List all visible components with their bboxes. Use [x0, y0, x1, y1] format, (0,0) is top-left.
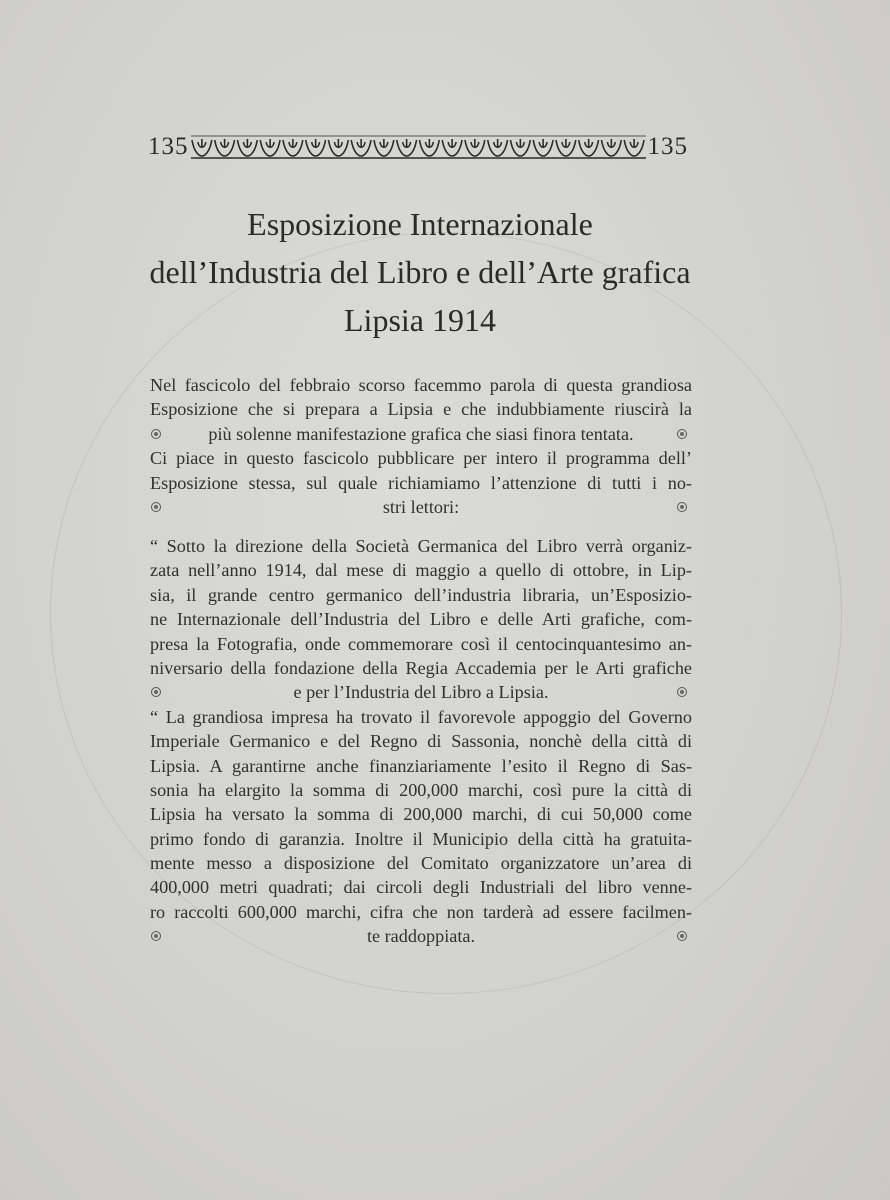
program-line: “ Sotto la direzione della Società Germanica del Libro verrà organiz- — [150, 536, 692, 556]
leaf-ornament-mark — [464, 139, 484, 156]
leaf-ornament-band-icon — [191, 134, 646, 160]
rosette-flourish-icon — [676, 501, 688, 513]
leaf-ornament-mark — [601, 139, 621, 156]
leaf-ornament-mark — [555, 139, 575, 156]
page-header — [148, 133, 688, 161]
program-line-centered — [150, 680, 692, 704]
rosette-flourish-icon — [676, 686, 688, 698]
intro-line-text: più solenne manifestazione grafica che siasi finora tentata. — [208, 423, 634, 444]
leaf-ornament-mark — [237, 139, 257, 156]
leaf-ornament-mark — [419, 139, 439, 156]
leaf-ornament-mark — [533, 139, 553, 156]
leaf-ornament-mark — [396, 139, 416, 156]
title-line-3: Lipsia 1914 — [344, 302, 496, 338]
intro-line-centered — [150, 422, 692, 446]
rosette-flourish-icon — [150, 686, 162, 698]
leaf-ornament-mark — [487, 139, 507, 156]
program-paragraph — [150, 534, 692, 949]
leaf-ornament-mark — [328, 139, 348, 156]
intro-line: Esposizione che si prepara a Lipsia e che indubbiamente riuscirà la — [150, 399, 692, 420]
page-number-left: 135 — [148, 133, 189, 160]
leaf-ornament-mark — [191, 139, 211, 156]
program-line-text: e per l’Industria del Libro a Lipsia. — [293, 682, 549, 703]
program-line: Lipsia. A garantirne anche finanziariamente l’esito il Regno di Sas- — [150, 755, 692, 776]
leaf-ornament-mark — [442, 139, 462, 156]
rosette-flourish-icon — [676, 930, 688, 942]
rosette-flourish-icon — [150, 501, 162, 513]
intro-paragraph — [150, 373, 692, 519]
leaf-ornament-mark — [351, 139, 371, 156]
leaf-ornament-mark — [373, 139, 393, 156]
intro-line-centered — [150, 495, 692, 519]
leaf-ornament-mark — [624, 139, 644, 156]
program-line: 400,000 metri quadrati; dai circoli degli Industriali del libro venne- — [150, 877, 692, 898]
program-line: sonia ha elargito la somma di 200,000 marchi, così pure la città di — [150, 779, 692, 800]
leaf-ornament-mark — [260, 139, 280, 156]
program-line: primo fondo di garanzia. Inoltre il Municipio della città ha gratuita- — [150, 828, 692, 849]
title-line-1: Esposizione Internazionale — [247, 206, 593, 242]
leaf-ornament-mark — [510, 139, 530, 156]
article-title — [0, 200, 840, 344]
program-line-centered — [150, 924, 692, 948]
intro-line: Esposizione stessa, sul quale richiamiamo l’attenzione di tutti i no- — [150, 472, 692, 493]
rosette-flourish-icon — [150, 930, 162, 942]
leaf-ornament-mark — [282, 139, 302, 156]
intro-line-text: stri lettori: — [382, 496, 460, 517]
rosette-flourish-icon — [676, 428, 688, 440]
title-line-2: dell’Industria del Libro e dell’Arte grafica — [149, 254, 691, 290]
intro-line: Nel fascicolo del febbraio scorso facemmo parola di questa grandiosa — [150, 375, 692, 395]
program-line: “ La grandiosa impresa ha trovato il favorevole appoggio del Governo — [150, 706, 692, 727]
rosette-flourish-icon — [150, 428, 162, 440]
program-line: mente messo a disposizione del Comitato organizzatore un’area di — [150, 853, 692, 874]
program-line: ro raccolti 600,000 marchi, cifra che non tarderà ad essere facilmen- — [150, 901, 692, 922]
program-line: presa la Fotografia, onde commemorare così il centocinquantesimo an- — [150, 633, 692, 654]
program-line: Imperiale Germanico e del Regno di Sassonia, nonchè della città di — [150, 731, 692, 752]
leaf-ornament-mark — [305, 139, 325, 156]
leaf-ornament-mark — [578, 139, 598, 156]
program-line: ne Internazionale dell’Industria del Libro e delle Arti grafiche, com- — [150, 609, 692, 630]
program-line-text: te raddoppiata. — [366, 926, 476, 947]
program-line: sia, il grande centro germanico dell’industria libraria, un’Esposizio- — [150, 584, 692, 605]
leaf-ornament-mark — [214, 139, 234, 156]
program-line: zata nell’anno 1914, dal mese di maggio a quello di ottobre, in Lip- — [150, 560, 692, 581]
intro-line: Ci piace in questo fascicolo pubblicare per intero il programma dell’ — [150, 448, 692, 469]
program-line: niversario della fondazione della Regia Accademia per le Arti grafiche — [150, 657, 692, 678]
page-number-right: 135 — [647, 133, 688, 160]
program-line: Lipsia ha versato la somma di 200,000 marchi, di cui 50,000 come — [150, 804, 692, 825]
